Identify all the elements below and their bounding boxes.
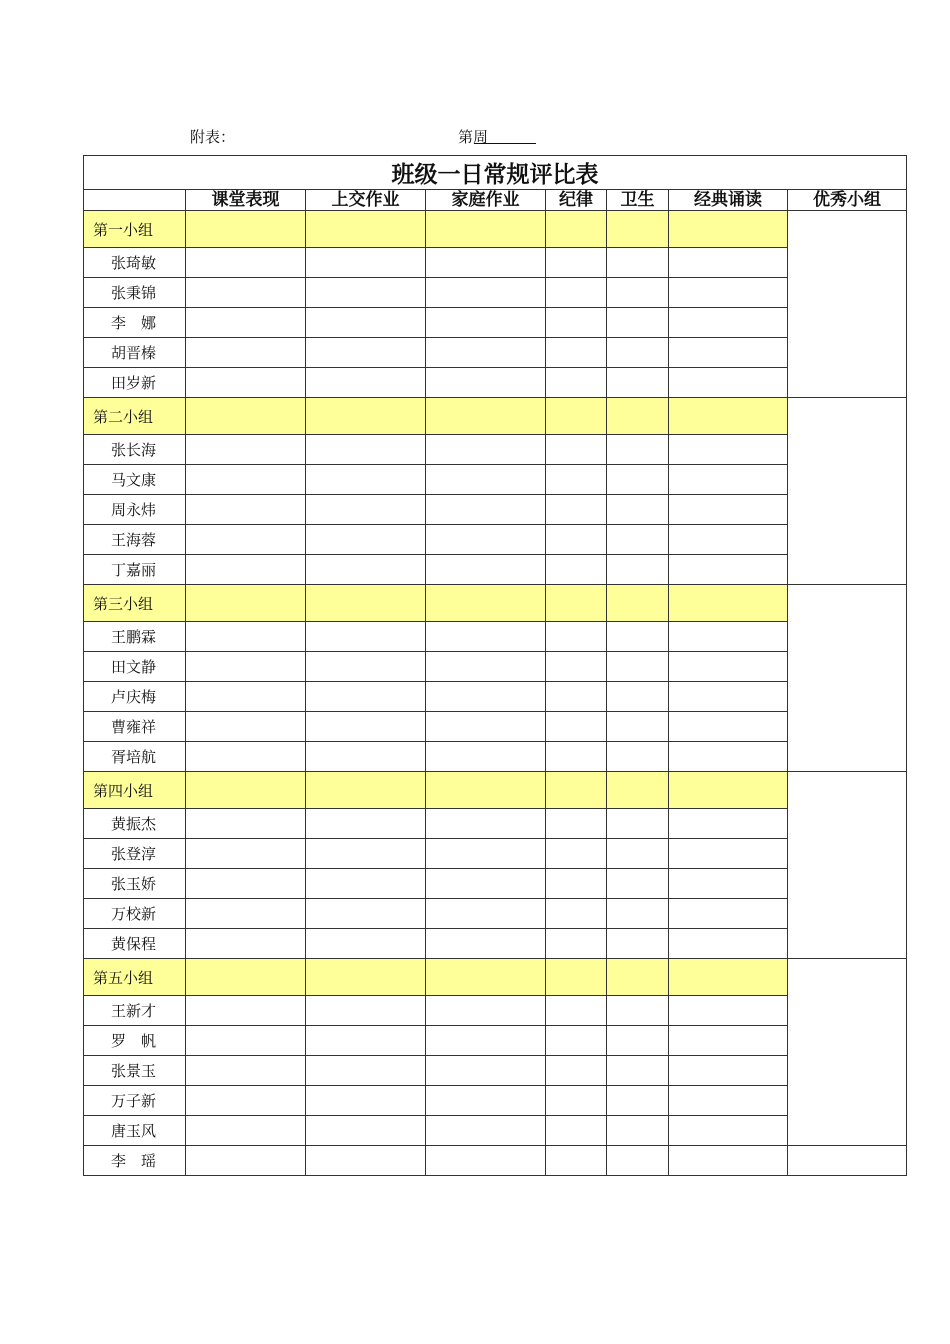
member-name: 周永炜 <box>84 495 186 525</box>
week-blank[interactable] <box>474 128 536 144</box>
member-row <box>84 435 907 465</box>
member-name: 王新才 <box>84 996 186 1026</box>
member-row <box>84 1056 907 1086</box>
member-row <box>84 338 907 368</box>
score-cell[interactable] <box>426 1056 546 1086</box>
column-header: 上交作业 <box>306 190 426 211</box>
score-cell[interactable] <box>607 1146 669 1176</box>
score-cell[interactable] <box>186 1086 306 1116</box>
score-cell[interactable] <box>186 839 306 869</box>
score-cell[interactable] <box>306 248 426 278</box>
score-cell[interactable] <box>186 712 306 742</box>
score-cell[interactable] <box>669 585 788 622</box>
corner-cell <box>84 190 186 211</box>
member-name: 李 瑶 <box>84 1146 186 1176</box>
score-cell[interactable] <box>306 465 426 495</box>
member-row <box>84 869 907 899</box>
score-cell[interactable] <box>186 929 306 959</box>
score-cell[interactable] <box>546 809 607 839</box>
week-suffix: 周 <box>473 128 489 146</box>
score-cell[interactable] <box>186 368 306 398</box>
score-cell[interactable] <box>546 742 607 772</box>
member-name: 黄振杰 <box>84 809 186 839</box>
score-cell[interactable] <box>669 682 788 712</box>
member-row <box>84 712 907 742</box>
group-row <box>84 772 907 809</box>
score-cell[interactable] <box>546 525 607 555</box>
member-name: 黄保程 <box>84 929 186 959</box>
score-cell[interactable] <box>669 465 788 495</box>
score-cell[interactable] <box>306 899 426 929</box>
score-cell[interactable] <box>426 1116 546 1146</box>
score-cell[interactable] <box>306 996 426 1026</box>
member-row <box>84 248 907 278</box>
best-group-cell[interactable] <box>788 211 907 398</box>
best-group-cell[interactable] <box>788 772 907 959</box>
best-group-cell[interactable] <box>788 398 907 585</box>
score-cell[interactable] <box>306 869 426 899</box>
score-cell[interactable] <box>669 1056 788 1086</box>
score-cell[interactable] <box>607 959 669 996</box>
score-cell[interactable] <box>546 929 607 959</box>
score-cell[interactable] <box>306 495 426 525</box>
member-name: 张玉娇 <box>84 869 186 899</box>
score-cell[interactable] <box>546 465 607 495</box>
score-cell[interactable] <box>306 338 426 368</box>
score-cell[interactable] <box>306 398 426 435</box>
score-cell[interactable] <box>546 278 607 308</box>
score-cell[interactable] <box>426 278 546 308</box>
week-field <box>458 126 488 147</box>
score-cell[interactable] <box>607 712 669 742</box>
score-cell[interactable] <box>607 772 669 809</box>
score-cell[interactable] <box>546 996 607 1026</box>
score-cell[interactable] <box>607 1056 669 1086</box>
member-name: 张长海 <box>84 435 186 465</box>
score-cell[interactable] <box>669 495 788 525</box>
member-name: 王海蓉 <box>84 525 186 555</box>
member-row <box>84 1146 907 1176</box>
score-cell[interactable] <box>306 742 426 772</box>
member-row <box>84 1026 907 1056</box>
best-group-cell[interactable] <box>788 1146 907 1176</box>
score-cell[interactable] <box>186 742 306 772</box>
score-cell[interactable] <box>426 211 546 248</box>
score-cell[interactable] <box>186 555 306 585</box>
score-cell[interactable] <box>426 869 546 899</box>
score-cell[interactable] <box>669 996 788 1026</box>
score-cell[interactable] <box>607 996 669 1026</box>
score-cell[interactable] <box>426 1026 546 1056</box>
score-cell[interactable] <box>669 435 788 465</box>
evaluation-table <box>83 155 907 1176</box>
score-cell[interactable] <box>669 839 788 869</box>
member-name: 马文康 <box>84 465 186 495</box>
score-cell[interactable] <box>426 398 546 435</box>
score-cell[interactable] <box>426 555 546 585</box>
score-cell[interactable] <box>306 652 426 682</box>
score-cell[interactable] <box>669 308 788 338</box>
group-name: 第一小组 <box>84 211 186 248</box>
score-cell[interactable] <box>607 555 669 585</box>
member-name: 胥培航 <box>84 742 186 772</box>
member-row <box>84 809 907 839</box>
score-cell[interactable] <box>306 1086 426 1116</box>
score-cell[interactable] <box>426 996 546 1026</box>
score-cell[interactable] <box>306 1116 426 1146</box>
column-header: 家庭作业 <box>426 190 546 211</box>
member-name: 胡晋榛 <box>84 338 186 368</box>
score-cell[interactable] <box>546 555 607 585</box>
group-name: 第二小组 <box>84 398 186 435</box>
score-cell[interactable] <box>306 929 426 959</box>
score-cell[interactable] <box>186 525 306 555</box>
best-group-cell[interactable] <box>788 959 907 1146</box>
score-cell[interactable] <box>607 211 669 248</box>
member-row <box>84 929 907 959</box>
score-cell[interactable] <box>607 742 669 772</box>
member-row <box>84 622 907 652</box>
score-cell[interactable] <box>669 959 788 996</box>
group-name: 第四小组 <box>84 772 186 809</box>
member-name: 丁嘉丽 <box>84 555 186 585</box>
score-cell[interactable] <box>306 839 426 869</box>
score-cell[interactable] <box>546 622 607 652</box>
score-cell[interactable] <box>306 525 426 555</box>
score-cell[interactable] <box>546 652 607 682</box>
score-cell[interactable] <box>186 585 306 622</box>
score-cell[interactable] <box>607 495 669 525</box>
score-cell[interactable] <box>607 929 669 959</box>
score-cell[interactable] <box>306 1026 426 1056</box>
score-cell[interactable] <box>669 1146 788 1176</box>
score-cell[interactable] <box>546 308 607 338</box>
score-cell[interactable] <box>607 839 669 869</box>
group-row <box>84 959 907 996</box>
score-cell[interactable] <box>306 809 426 839</box>
score-cell[interactable] <box>546 1026 607 1056</box>
score-cell[interactable] <box>306 368 426 398</box>
score-cell[interactable] <box>426 809 546 839</box>
score-cell[interactable] <box>186 248 306 278</box>
score-cell[interactable] <box>186 1026 306 1056</box>
score-cell[interactable] <box>426 525 546 555</box>
score-cell[interactable] <box>669 1086 788 1116</box>
member-name: 万子新 <box>84 1086 186 1116</box>
score-cell[interactable] <box>426 1146 546 1176</box>
score-cell[interactable] <box>186 398 306 435</box>
column-header: 纪律 <box>546 190 607 211</box>
member-name: 张景玉 <box>84 1056 186 1086</box>
score-cell[interactable] <box>669 712 788 742</box>
score-cell[interactable] <box>306 772 426 809</box>
score-cell[interactable] <box>186 809 306 839</box>
score-cell[interactable] <box>186 772 306 809</box>
score-cell[interactable] <box>546 398 607 435</box>
member-row <box>84 525 907 555</box>
score-cell[interactable] <box>607 278 669 308</box>
group-name: 第三小组 <box>84 585 186 622</box>
score-cell[interactable] <box>669 929 788 959</box>
score-cell[interactable] <box>306 1056 426 1086</box>
score-cell[interactable] <box>607 899 669 929</box>
score-cell[interactable] <box>607 435 669 465</box>
member-name: 张登淳 <box>84 839 186 869</box>
score-cell[interactable] <box>546 435 607 465</box>
score-cell[interactable] <box>607 1086 669 1116</box>
score-cell[interactable] <box>426 368 546 398</box>
score-cell[interactable] <box>426 435 546 465</box>
score-cell[interactable] <box>546 839 607 869</box>
score-cell[interactable] <box>306 308 426 338</box>
score-cell[interactable] <box>426 772 546 809</box>
score-cell[interactable] <box>607 368 669 398</box>
score-cell[interactable] <box>426 248 546 278</box>
score-cell[interactable] <box>426 839 546 869</box>
score-cell[interactable] <box>186 996 306 1026</box>
score-cell[interactable] <box>669 278 788 308</box>
member-row <box>84 1086 907 1116</box>
score-cell[interactable] <box>546 682 607 712</box>
score-cell[interactable] <box>426 585 546 622</box>
score-cell[interactable] <box>669 338 788 368</box>
score-cell[interactable] <box>669 772 788 809</box>
score-cell[interactable] <box>186 495 306 525</box>
score-cell[interactable] <box>306 1146 426 1176</box>
score-cell[interactable] <box>186 652 306 682</box>
score-cell[interactable] <box>669 248 788 278</box>
score-cell[interactable] <box>306 555 426 585</box>
score-cell[interactable] <box>669 899 788 929</box>
appendix-label: 附表： <box>190 128 236 146</box>
score-cell[interactable] <box>669 525 788 555</box>
score-cell[interactable] <box>669 368 788 398</box>
score-cell[interactable] <box>669 555 788 585</box>
score-cell[interactable] <box>186 465 306 495</box>
score-cell[interactable] <box>186 338 306 368</box>
member-name: 万校新 <box>84 899 186 929</box>
member-row <box>84 742 907 772</box>
score-cell[interactable] <box>669 809 788 839</box>
member-row <box>84 996 907 1026</box>
member-row <box>84 308 907 338</box>
group-row <box>84 211 907 248</box>
score-cell[interactable] <box>546 712 607 742</box>
score-cell[interactable] <box>426 712 546 742</box>
score-cell[interactable] <box>546 869 607 899</box>
score-cell[interactable] <box>607 682 669 712</box>
score-cell[interactable] <box>186 211 306 248</box>
score-cell[interactable] <box>669 622 788 652</box>
score-cell[interactable] <box>306 278 426 308</box>
score-cell[interactable] <box>669 211 788 248</box>
score-cell[interactable] <box>426 929 546 959</box>
member-row <box>84 368 907 398</box>
score-cell[interactable] <box>607 622 669 652</box>
score-cell[interactable] <box>186 278 306 308</box>
member-row <box>84 465 907 495</box>
score-cell[interactable] <box>186 869 306 899</box>
score-cell[interactable] <box>546 338 607 368</box>
score-cell[interactable] <box>607 809 669 839</box>
score-cell[interactable] <box>669 1026 788 1056</box>
score-cell[interactable] <box>669 1116 788 1146</box>
score-cell[interactable] <box>306 712 426 742</box>
column-header: 经典诵读 <box>669 190 788 211</box>
score-cell[interactable] <box>186 622 306 652</box>
group-row <box>84 585 907 622</box>
score-cell[interactable] <box>426 652 546 682</box>
score-cell[interactable] <box>186 1116 306 1146</box>
member-name: 曹雍祥 <box>84 712 186 742</box>
member-name: 王鹏霖 <box>84 622 186 652</box>
score-cell[interactable] <box>306 622 426 652</box>
member-name: 田岁新 <box>84 368 186 398</box>
score-cell[interactable] <box>546 1116 607 1146</box>
column-header: 卫生 <box>607 190 669 211</box>
score-cell[interactable] <box>186 1056 306 1086</box>
score-cell[interactable] <box>306 585 426 622</box>
member-row <box>84 899 907 929</box>
score-cell[interactable] <box>426 1086 546 1116</box>
column-header: 课堂表现 <box>186 190 306 211</box>
header-line <box>0 124 950 148</box>
score-cell[interactable] <box>669 742 788 772</box>
score-cell[interactable] <box>186 308 306 338</box>
score-cell[interactable] <box>306 682 426 712</box>
score-cell[interactable] <box>186 899 306 929</box>
score-cell[interactable] <box>426 959 546 996</box>
score-cell[interactable] <box>607 308 669 338</box>
score-cell[interactable] <box>546 368 607 398</box>
member-row <box>84 555 907 585</box>
member-row <box>84 1116 907 1146</box>
score-cell[interactable] <box>426 338 546 368</box>
group-row <box>84 398 907 435</box>
score-cell[interactable] <box>607 1116 669 1146</box>
score-cell[interactable] <box>426 622 546 652</box>
member-name: 张秉锦 <box>84 278 186 308</box>
column-header: 优秀小组 <box>788 190 907 211</box>
score-cell[interactable] <box>607 652 669 682</box>
score-cell[interactable] <box>546 1086 607 1116</box>
member-name: 田文静 <box>84 652 186 682</box>
member-name: 张琦敏 <box>84 248 186 278</box>
score-cell[interactable] <box>607 465 669 495</box>
score-cell[interactable] <box>306 211 426 248</box>
member-name: 卢庆梅 <box>84 682 186 712</box>
score-cell[interactable] <box>546 585 607 622</box>
score-cell[interactable] <box>306 435 426 465</box>
score-cell[interactable] <box>186 959 306 996</box>
score-cell[interactable] <box>426 682 546 712</box>
score-cell[interactable] <box>607 869 669 899</box>
best-group-cell[interactable] <box>788 585 907 772</box>
score-cell[interactable] <box>186 435 306 465</box>
member-row <box>84 278 907 308</box>
member-row <box>84 652 907 682</box>
score-cell[interactable] <box>607 585 669 622</box>
week-prefix: 第 <box>458 128 474 146</box>
score-cell[interactable] <box>669 652 788 682</box>
score-cell[interactable] <box>607 248 669 278</box>
score-cell[interactable] <box>306 959 426 996</box>
member-row <box>84 682 907 712</box>
score-cell[interactable] <box>607 525 669 555</box>
score-cell[interactable] <box>426 899 546 929</box>
score-cell[interactable] <box>607 1026 669 1056</box>
group-name: 第五小组 <box>84 959 186 996</box>
score-cell[interactable] <box>546 959 607 996</box>
member-name: 李 娜 <box>84 308 186 338</box>
score-cell[interactable] <box>546 899 607 929</box>
member-name: 唐玉风 <box>84 1116 186 1146</box>
score-cell[interactable] <box>546 248 607 278</box>
score-cell[interactable] <box>546 772 607 809</box>
member-row <box>84 495 907 525</box>
member-name: 罗 帆 <box>84 1026 186 1056</box>
score-cell[interactable] <box>426 742 546 772</box>
score-cell[interactable] <box>426 465 546 495</box>
score-cell[interactable] <box>426 495 546 525</box>
score-cell[interactable] <box>186 1146 306 1176</box>
score-cell[interactable] <box>607 338 669 368</box>
score-cell[interactable] <box>546 1146 607 1176</box>
score-cell[interactable] <box>607 398 669 435</box>
score-cell[interactable] <box>546 211 607 248</box>
score-cell[interactable] <box>546 1056 607 1086</box>
score-cell[interactable] <box>669 398 788 435</box>
member-row <box>84 839 907 869</box>
score-cell[interactable] <box>186 682 306 712</box>
score-cell[interactable] <box>426 308 546 338</box>
score-cell[interactable] <box>546 495 607 525</box>
score-cell[interactable] <box>669 869 788 899</box>
table-title: 班级一日常规评比表 <box>84 156 907 190</box>
